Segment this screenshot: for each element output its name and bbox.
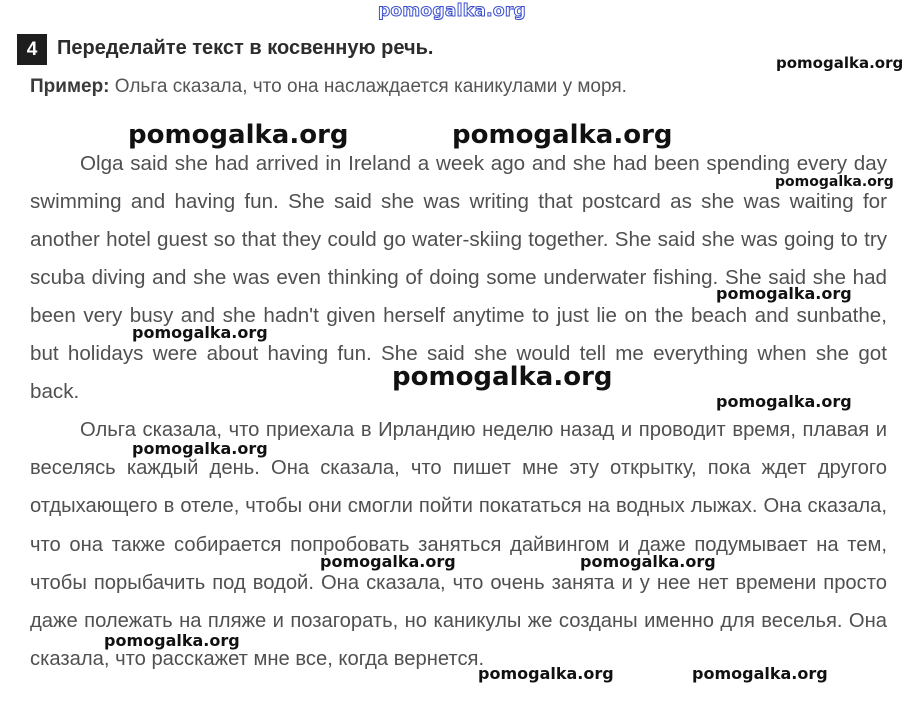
watermark: pomogalka.org bbox=[716, 392, 852, 411]
task-title: Переделайте текст в косвенную речь. bbox=[57, 37, 434, 59]
watermark: pomogalka.org bbox=[392, 362, 613, 392]
watermark: pomogalka.org bbox=[692, 664, 828, 683]
watermark: pomogalka.org bbox=[132, 323, 268, 342]
watermark: pomogalka.org bbox=[128, 120, 349, 150]
example-label: Пример: bbox=[30, 76, 110, 97]
watermark: pomogalka.org bbox=[132, 439, 268, 458]
watermark: pomogalka.org bbox=[775, 174, 894, 190]
watermark: pomogalka.org bbox=[104, 631, 240, 650]
watermark: pomogalka.org bbox=[580, 552, 716, 571]
watermark: pomogalka.org bbox=[320, 552, 456, 571]
watermark: pomogalka.org bbox=[478, 664, 614, 683]
example-line bbox=[30, 76, 627, 98]
russian-paragraph: Ольга сказала, что приехала в Ирландию неделю назад и проводит время, плавая и веселясь каждый день. Она сказала, что пишет мне эту открытку, пока ждет другого отдыхающего в отеле, чтобы они смогли пойти покататься на водных лыжах. Она сказала, что она также собирается попробовать заняться дайвингом и даже подумывает на тем, чтобы порыбачить под водой. Она сказала, что очень занята и у нее нет времени просто даже полежать на пляже и позагорать, но каникулы же созданы именно для веселья. Она сказала, что расскажет мне все, когда вернется. bbox=[30, 419, 887, 671]
english-paragraph: Olga said she had arrived in Ireland a week ago and she had been spending every day swimming and having fun. She said she was writing that postcard as she was waiting for another hotel guest so that they could go water-skiing together. She said she was going to try scuba diving and she was even thinking of doing some underwater fishing. She said she had been very busy and she hadn't given herself anytime to just lie on the beach and sunbathe, but holidays were about having fun. She said she would tell me everything when she got back. bbox=[30, 152, 887, 403]
example-text: Ольга сказала, что она наслаждается каникулами у моря. bbox=[114, 76, 627, 97]
watermark: pomogalka.org bbox=[716, 284, 852, 303]
watermark: pomogalka.org bbox=[776, 54, 904, 72]
task-number-badge: 4 bbox=[17, 34, 47, 65]
site-watermark-top: pomogalka.org bbox=[377, 1, 527, 21]
watermark: pomogalka.org bbox=[452, 120, 673, 150]
